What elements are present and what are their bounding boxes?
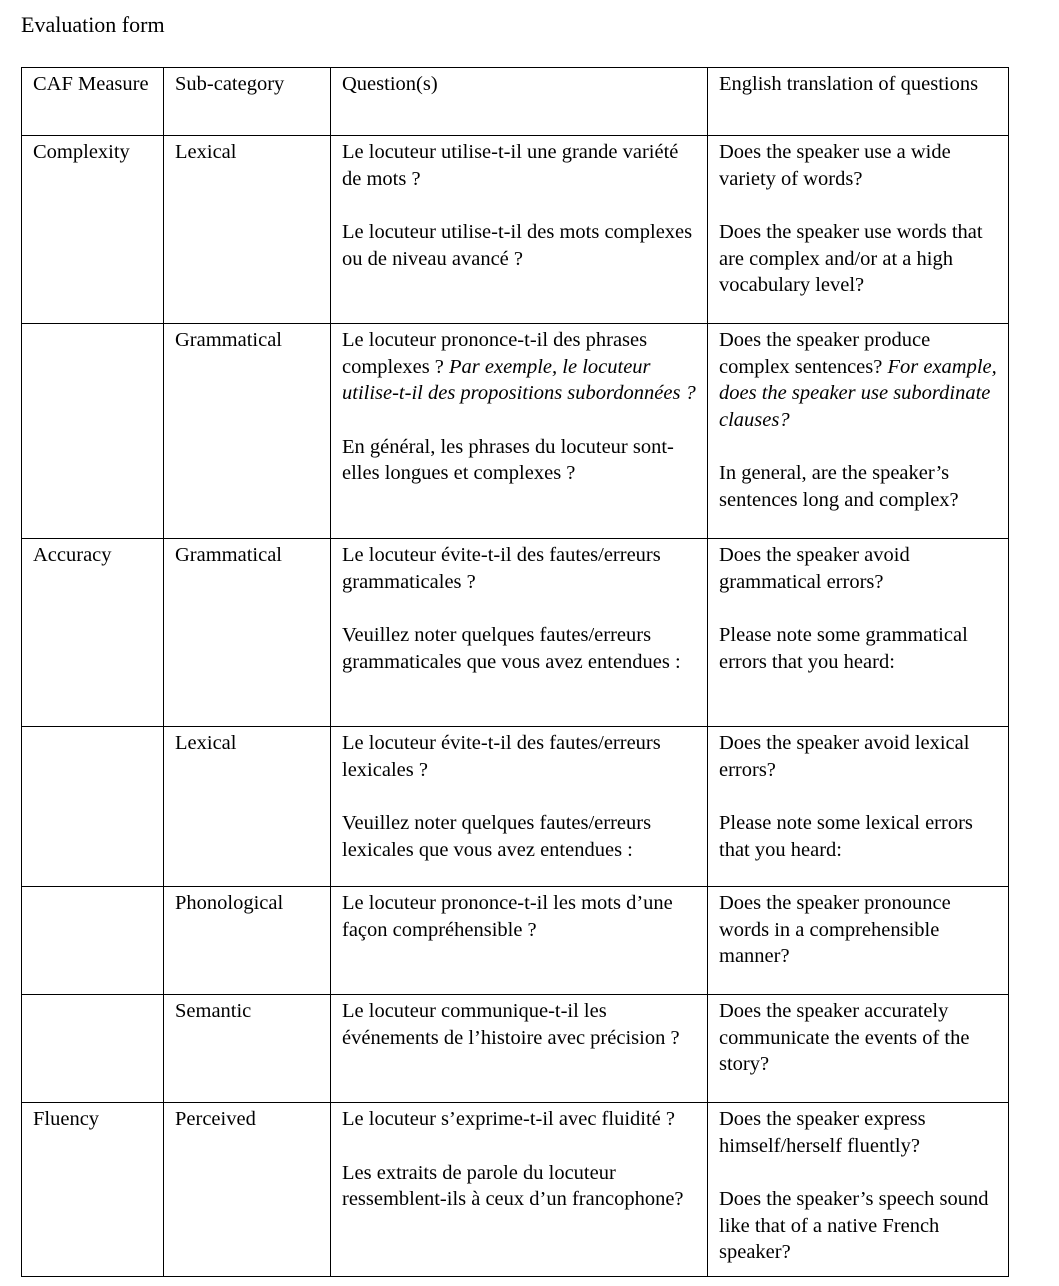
question-text [342,810,696,863]
evaluation-table [21,67,1009,1277]
translation-cell [708,995,1009,1103]
caf-measure-cell [22,887,164,995]
translation-main-text: Does the speaker express himself/herself fluently? [719,1108,926,1157]
question-cell [331,995,708,1103]
sub-category-cell: Perceived [164,1103,331,1277]
question-text [342,542,696,595]
header-questions: Question(s) [331,68,708,136]
caf-measure-cell [22,324,164,539]
question-main-text: Le locuteur évite-t-il des fautes/erreurs grammaticales ? [342,544,661,593]
question-text [342,730,696,783]
question-main-text: Les extraits de parole du locuteur ressemblent-ils à ceux d’un francophone? [342,1161,684,1210]
table-row [22,136,1009,324]
question-main-text: Le locuteur utilise-t-il une grande variété de mots ? [342,141,679,190]
translation-text [719,327,997,433]
caf-measure-cell: Complexity [22,136,164,324]
table-row [22,539,1009,727]
translation-main-text: Does the speaker accurately communicate the events of the story? [719,1000,970,1075]
sub-category-cell: Grammatical [164,324,331,539]
translation-main-text: In general, are the speaker’s sentences long and complex? [719,462,959,511]
question-text [342,622,696,675]
translation-cell [708,539,1009,727]
translation-main-text: Does the speaker pronounce words in a comprehensible manner? [719,892,951,967]
document-title: Evaluation form [21,12,165,37]
caf-measure-cell: Accuracy [22,539,164,727]
sub-category-cell: Grammatical [164,539,331,727]
translation-main-text: Please note some grammatical errors that you heard: [719,624,968,673]
header-caf-measure: CAF Measure [22,68,164,136]
question-main-text: Le locuteur prononce-t-il les mots d’une façon compréhensible ? [342,892,673,941]
translation-text [719,890,997,970]
question-cell [331,887,708,995]
translation-main-text: Does the speaker produce complex sentences? [719,329,931,378]
question-example-text: Par exemple, le locuteur utilise-t-il des propositions subordonnées ? [342,355,696,404]
question-main-text: Le locuteur s’exprime-t-il avec fluidité ? [342,1108,675,1130]
translation-cell [708,136,1009,324]
caf-measure-cell [22,727,164,887]
translation-text [719,810,997,863]
table-header-row [22,68,1009,136]
table-row [22,324,1009,539]
header-english-translation: English translation of questions [708,68,1009,136]
table-row [22,995,1009,1103]
sub-category-cell: Phonological [164,887,331,995]
header-sub-category: Sub-category [164,68,331,136]
caf-measure-cell [22,995,164,1103]
question-text [342,139,696,192]
translation-main-text: Does the speaker’s speech sound like that of a native French speaker? [719,1188,989,1263]
translation-text [719,1106,997,1159]
translation-text [719,219,997,299]
question-cell [331,324,708,539]
question-text [342,1160,696,1213]
question-text [342,890,696,943]
table-row [22,727,1009,887]
question-text [342,998,696,1051]
table-row [22,1103,1009,1277]
translation-text [719,998,997,1078]
question-text [342,1106,696,1133]
caf-measure-cell: Fluency [22,1103,164,1277]
question-main-text: Veuillez noter quelques fautes/erreurs lexicales que vous avez entendues : [342,812,652,861]
question-main-text: En général, les phrases du locuteur sont-elles longues et complexes ? [342,435,674,484]
question-main-text: Le locuteur évite-t-il des fautes/erreurs lexicales ? [342,732,661,781]
translation-cell [708,324,1009,539]
question-cell [331,539,708,727]
translation-example-text: For example, does the speaker use subordinate clauses? [719,355,997,431]
translation-text [719,139,997,192]
translation-text [719,730,997,783]
question-text [342,219,696,272]
sub-category-cell: Lexical [164,727,331,887]
translation-main-text: Does the speaker avoid lexical errors? [719,732,970,781]
table-row [22,887,1009,995]
translation-main-text: Please note some lexical errors that you heard: [719,812,973,861]
translation-text [719,1186,997,1266]
translation-main-text: Does the speaker use words that are complex and/or at a high vocabulary level? [719,221,983,296]
question-main-text: Le locuteur communique-t-il les événements de l’histoire avec précision ? [342,1000,680,1049]
translation-cell [708,727,1009,887]
translation-cell [708,887,1009,995]
question-cell [331,136,708,324]
question-cell [331,1103,708,1277]
question-main-text: Le locuteur prononce-t-il des phrases complexes ? [342,329,648,378]
translation-main-text: Does the speaker use a wide variety of words? [719,141,951,190]
translation-text [719,542,997,595]
question-text [342,434,696,487]
table-body [22,136,1009,1277]
translation-main-text: Does the speaker avoid grammatical errors? [719,544,910,593]
translation-text [719,460,997,513]
sub-category-cell: Lexical [164,136,331,324]
question-text [342,327,696,407]
translation-cell [708,1103,1009,1277]
question-cell [331,727,708,887]
sub-category-cell: Semantic [164,995,331,1103]
question-main-text: Veuillez noter quelques fautes/erreurs grammaticales que vous avez entendues : [342,624,681,673]
question-main-text: Le locuteur utilise-t-il des mots complexes ou de niveau avancé ? [342,221,693,270]
translation-text [719,622,997,675]
